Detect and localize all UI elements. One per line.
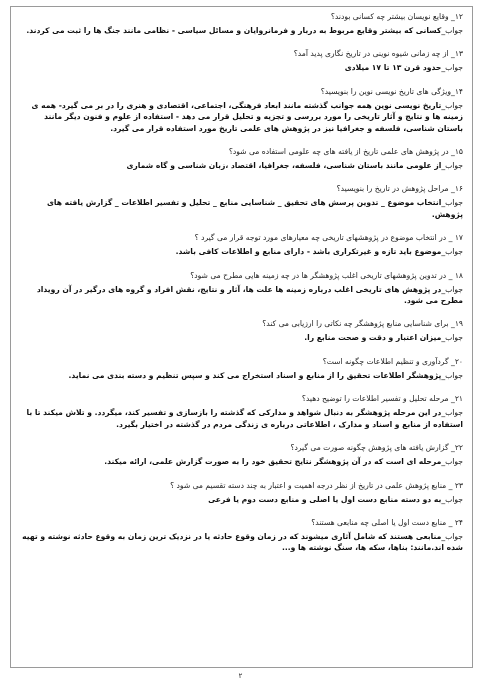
answer-text: تاریخ نویسی نوین همه جوانب گذشته مانند ابعاد فرهنگی، اجتماعی، اقتصادی و هنری را در بر می گیرد- همه ی زمینه ها و نتایج و آثار تاریخی را مورد بررسی و تجزیه و تحلیل قرار می دهد - استفاده از علوم و فنون دیگر مانند باستان شناسی، فلسفه و جغرافیا نیز در پژوهش های علمی تاریخ مورد استفاده قرار می گیرد. (31, 100, 463, 133)
answer-text: منابعی هستند که شامل آثاری میشوند که در زمان وقوع حادثه یا در نزدیک ترین زمان به وقوع حادثه نوشته و تهیه شده اند.مانند: بناها، سکه ها، سنگ نوشته ها و... (22, 531, 463, 553)
answer-14 (20, 100, 463, 134)
qa-item-21 (20, 393, 463, 430)
answer-22 (20, 456, 463, 467)
answer-label: جواب_ (441, 531, 463, 541)
qa-item-20 (20, 356, 463, 381)
answer-12 (20, 25, 463, 36)
answer-19 (20, 332, 463, 343)
qa-item-12 (20, 11, 463, 36)
answer-label: جواب_ (441, 161, 463, 171)
question-21: ۲۱_ مرحله تحلیل و تفسیر اطلاعات را توضیح دهید؟ (301, 394, 463, 404)
question-12: ۱۲_ وقایع نویسان بیشتر چه کسانی بودند؟ (330, 12, 463, 21)
answer-text: مرحله ای است که در آن پژوهشگر نتایج تحقیق خود را به صورت گزارش علمی، ارائه میکند. (104, 457, 442, 467)
question-22: ۲۲_ گزارش یافته های پژوهش چگونه صورت می گیرد؟ (290, 443, 463, 453)
answer-text: در این مرحله پژوهشگر به دنبال شواهد و مدارکی که گذشته را بازسازی و تفسیر کند، میگردد. و تلاش میکند تا با استفاده از منابع و اسناد و مدارک ، اطلاعاتی درباره ی زندگی مردم در گذشته در اختیار بگیرد. (26, 408, 463, 429)
answer-text: انتخاب موضوع _ تدوین پرسش های تحقیق _ شناسایی منابع _ تحلیل و تفسیر اطلاعات _ گزارش یافته های پژوهش. (46, 198, 463, 219)
answer-text: از علومی مانند باستان شناسی، فلسفه، جغرافیا، اقتصاد ،زبان شناسی و گاه شماری (126, 161, 442, 171)
answer-23 (20, 494, 463, 505)
qa-item-16 (20, 183, 463, 220)
question-14: ۱۴_ویژگی های تاریخ نویسی نوین را بنویسید؟ (320, 86, 463, 96)
answer-text: در پژوهش های تاریخی اغلب درباره زمینه ها علت ها، آثار و نتایج، نقش افراد و گروه های درگیر در آن رویداد مطرح می شود. (36, 284, 463, 306)
question-16: ۱۶_ مراحل پژوهش در تاریخ را بنویسید؟ (336, 184, 463, 194)
answer-text: پژوهشگر اطلاعات تحقیق را از منابع و اسناد استخراج می کند و سپس تنظیم و دسته بندی می نماید. (68, 370, 442, 380)
answer-20 (20, 370, 463, 381)
qa-list (20, 11, 463, 566)
qa-item-24 (20, 517, 463, 554)
answer-label: جواب_ (441, 284, 463, 294)
answer-15 (20, 160, 463, 171)
answer-label: جواب_ (441, 333, 463, 343)
answer-text: میزان اعتبار و دقت و صحت منابع را. (304, 333, 442, 343)
qa-item-17 (20, 232, 463, 257)
answer-label: جواب_ (441, 198, 463, 208)
question-19: ۱۹_ برای شناسایی منابع پژوهشگر چه نکاتی را ارزیابی می کند؟ (262, 319, 463, 329)
answer-24 (20, 531, 463, 554)
qa-item-22 (20, 442, 463, 467)
answer-label: جواب_ (441, 494, 463, 504)
answer-21 (20, 407, 463, 430)
page-number: ۲ (238, 672, 243, 680)
question-13: ۱۳_ از چه زمانی شیوه نوینی در تاریخ نگاری پدید آمد؟ (293, 49, 463, 59)
answer-text: کسانی که بیشتر وقایع مربوط به دربار و فرمانروایان و مسائل سیاسی - نظامی مانند جنگ ها را ثبت می کردند. (26, 26, 442, 35)
qa-item-19 (20, 318, 463, 343)
question-18: ۱۸ _ در تدوین پژوهشهای تاریخی اغلب پژوهشگر ها در چه زمینه هایی مطرح می شود؟ (190, 270, 463, 280)
answer-text: به دو دسته منابع دست اول یا اصلی و منابع دست دوم یا فرعی (208, 494, 442, 504)
qa-item-23 (20, 480, 463, 505)
answer-label: جواب_ (441, 408, 463, 418)
question-23: ۲۳ _ منابع پژوهش علمی در تاریخ از نظر درجه اهمیت و اعتبار به چند دسته تقسیم می شود ؟ (170, 480, 463, 490)
answer-17 (20, 246, 463, 257)
answer-18 (20, 284, 463, 307)
answer-label: جواب_ (441, 100, 463, 110)
answer-label: جواب_ (441, 63, 463, 73)
answer-13 (20, 62, 463, 73)
answer-16 (20, 197, 463, 220)
qa-item-14 (20, 86, 463, 134)
qa-item-18 (20, 270, 463, 307)
qa-item-13 (20, 48, 463, 73)
question-20: ۲۰_ گردآوری و تنظیم اطلاعات چگونه است؟ (322, 356, 463, 366)
answer-label: جواب_ (441, 457, 463, 467)
question-15: ۱۵_ در پژوهش های علمی تاریخ از یافته های چه علومی استفاده می شود؟ (228, 147, 463, 157)
answer-label: جواب_ (441, 247, 463, 257)
answer-label: جواب_ (441, 26, 463, 35)
qa-item-15 (20, 146, 463, 171)
answer-text: موضوع باید تازه و غیرتکراری باشد - دارای منابع و اطلاعات کافی باشد. (175, 247, 442, 257)
answer-text: حدود قرن ۱۳ تا ۱۷ میلادی (344, 63, 442, 73)
question-24: ۲۴ _ منابع دست اول یا اصلی چه منابعی هستند؟ (311, 517, 463, 527)
answer-label: جواب_ (441, 370, 463, 380)
question-17: ۱۷ _ در انتخاب موضوع در پژوهشهای تاریخی چه معیارهای مورد توجه قرار می گیرد ؟ (194, 233, 463, 243)
